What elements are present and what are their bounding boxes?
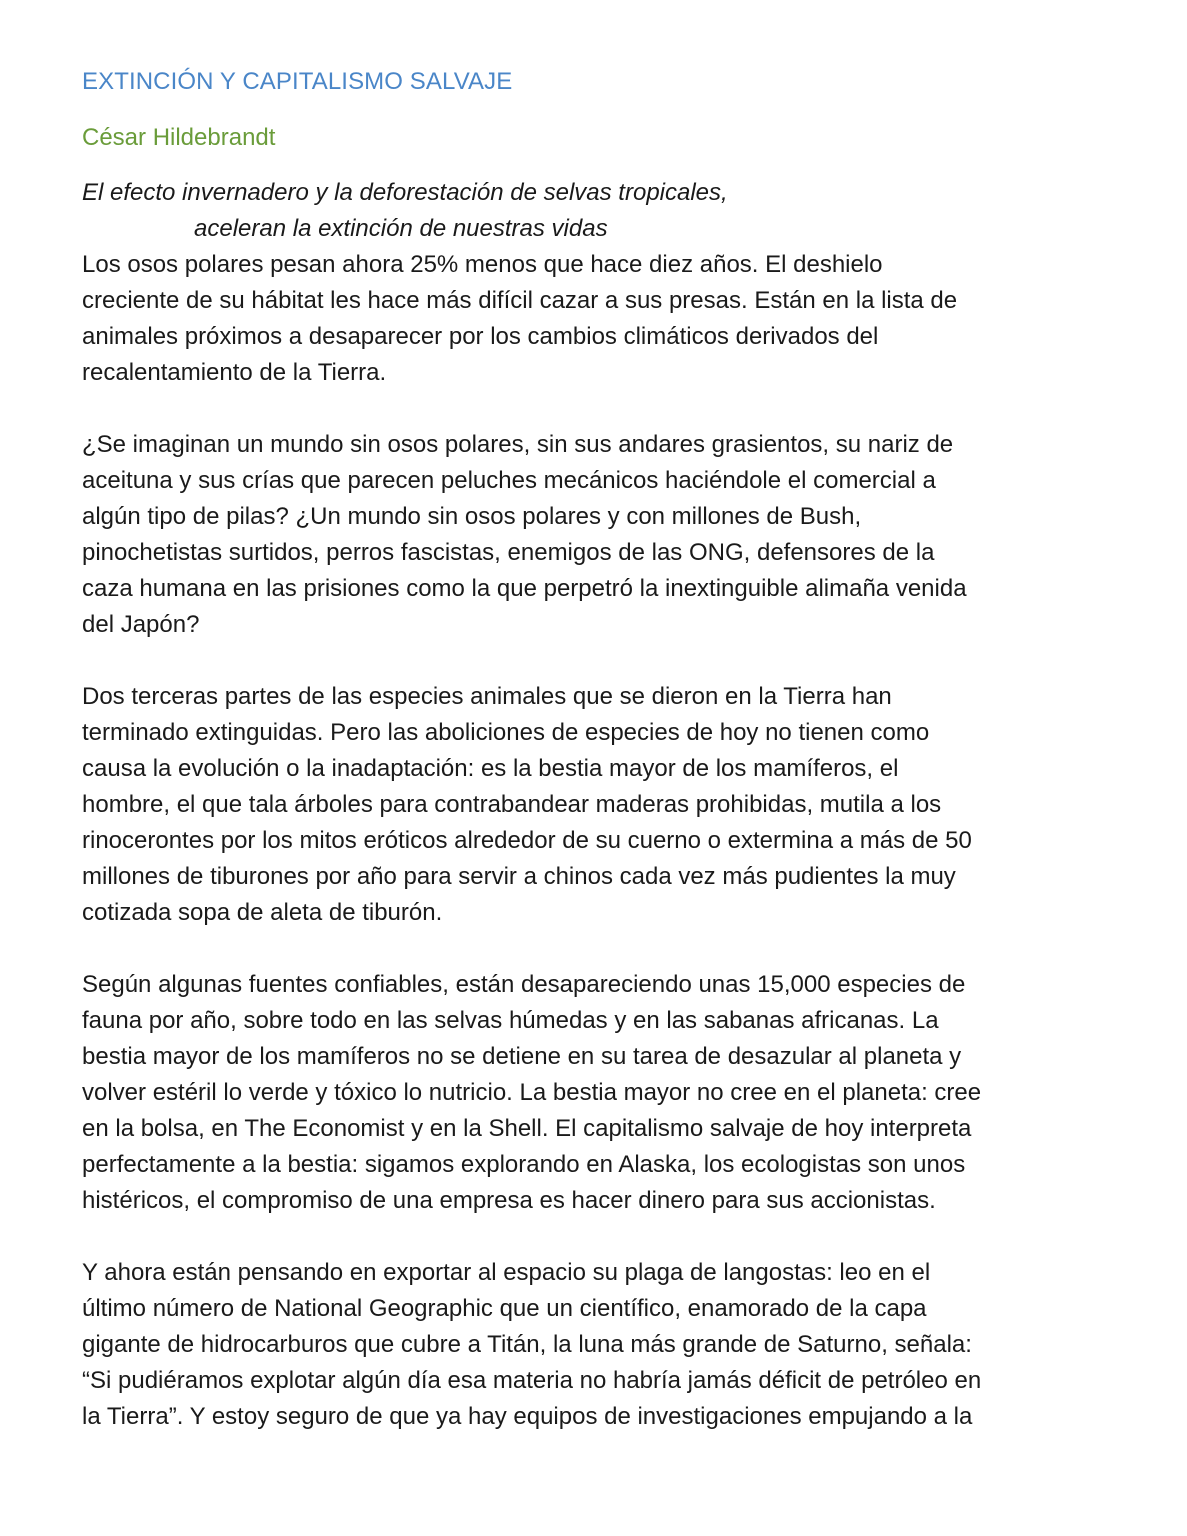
paragraph-1: Los osos polares pesan ahora 25% menos que hace diez años. El deshielo creciente de su hábitat les hace más difícil cazar a sus presas. Están en la lista de animales próximos a desaparecer por los cambios climáticos derivados del recalentamiento de la Tierra. <box>82 251 958 386</box>
subtitle-line-1: El efecto invernadero y la deforestación de selvas tropicales, <box>82 179 728 206</box>
document-subtitle <box>82 175 1112 247</box>
document-author: César Hildebrandt <box>82 124 276 151</box>
document-body <box>82 247 1112 1435</box>
paragraph-5: Y ahora están pensando en exportar al espacio su plaga de langostas: leo en el último número de National Geographic que un científico, enamorado de la capa gigante de hidrocarburos que cubre a Titán, la luna más grande de Saturno, señala: “Si pudiéramos explotar algún día esa materia no habría jamás déficit de petróleo en la Tierra”. Y estoy seguro de que ya hay equipos de investigaciones empujando a la <box>82 1259 982 1430</box>
paragraph-3: Dos terceras partes de las especies animales que se dieron en la Tierra han terminado extinguidas. Pero las aboliciones de especies de hoy no tienen como causa la evolución o la inadaptación: es la bestia mayor de los mamíferos, el hombre, el que tala árboles para contrabandear maderas prohibidas, mutila a los rinocerontes por los mitos eróticos alrededor de su cuerno o extermina a más de 50 millones de tiburones por año para servir a chinos cada vez más pudientes la muy cotizada sopa de aleta de tiburón. <box>82 683 972 926</box>
paragraph-2: ¿Se imaginan un mundo sin osos polares, sin sus andares grasientos, su nariz de aceituna y sus crías que parecen peluches mecánicos haciéndole el comercial a algún tipo de pilas? ¿Un mundo sin osos polares y con millones de Bush, pinochetistas surtidos, perros fascistas, enemigos de las ONG, defensores de la caza humana en las prisiones como la que perpetró la inextinguible alimaña venida del Japón? <box>82 431 967 638</box>
subtitle-line-2: aceleran la extinción de nuestras vidas <box>194 215 608 242</box>
document-page <box>82 64 1112 1471</box>
document-title: EXTINCIÓN Y CAPITALISMO SALVAJE <box>82 68 513 95</box>
paragraph-4: Según algunas fuentes confiables, están desapareciendo unas 15,000 especies de fauna por año, sobre todo en las selvas húmedas y en las sabanas africanas. La bestia mayor de los mamíferos no se detiene en su tarea de desazular al planeta y volver estéril lo verde y tóxico lo nutricio. La bestia mayor no cree en el planeta: cree en la bolsa, en The Economist y en la Shell. El capitalismo salvaje de hoy interpreta perfectamente a la bestia: sigamos explorando en Alaska, los ecologistas son unos histéricos, el compromiso de una empresa es hacer dinero para sus accionistas. <box>82 971 982 1214</box>
